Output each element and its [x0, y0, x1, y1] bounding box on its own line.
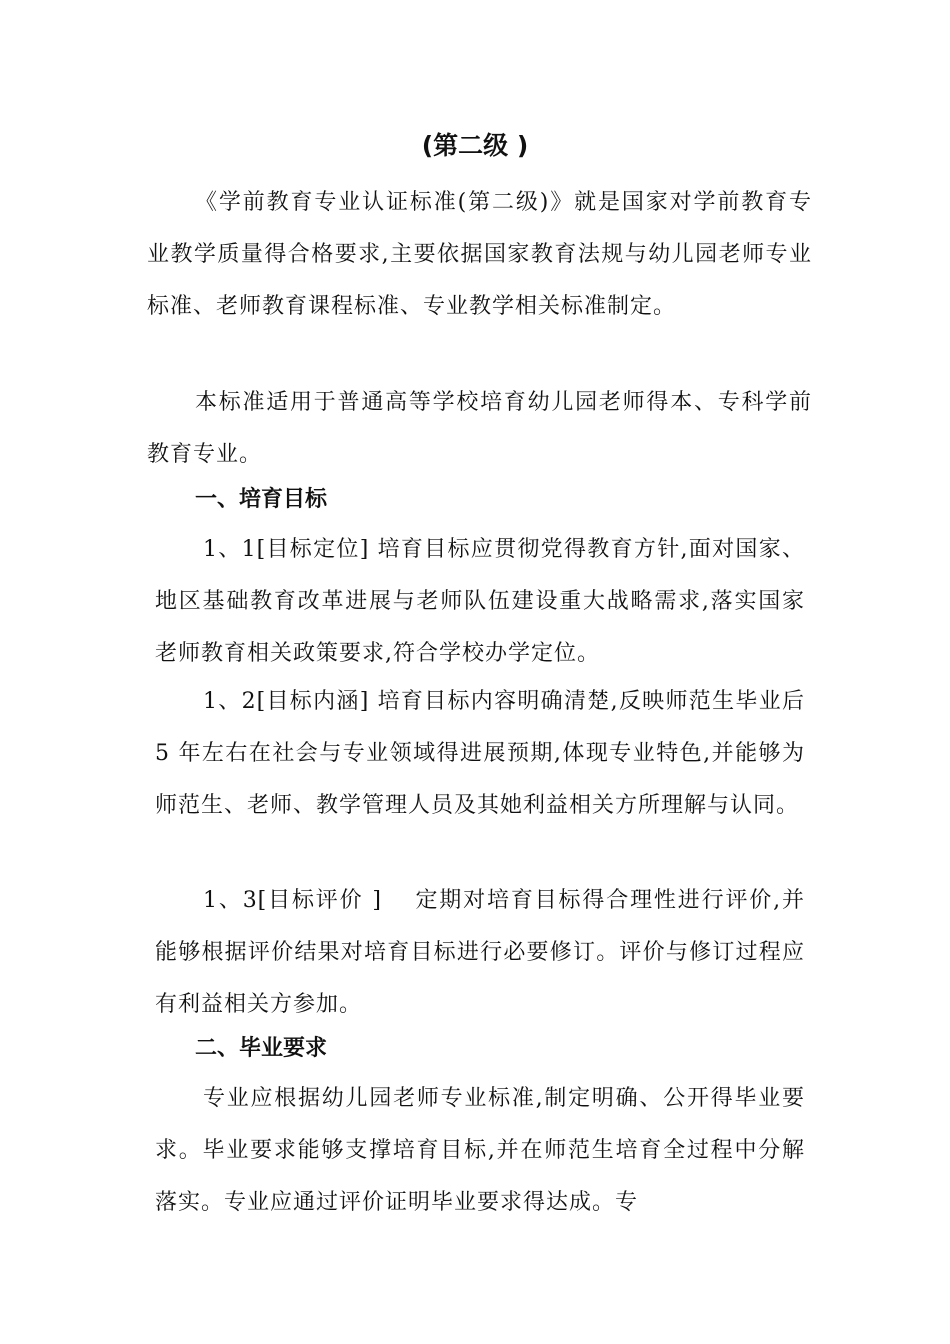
document-title: (第二级 ) [421, 131, 529, 160]
clause-1-3-paragraph: 1、3[目标评价 ] 定期对培育目标得合理性进行评价,并能够根据评价结果对培育目标进行必要修订。评价与修订过程应有利益相关方参加。 [155, 888, 805, 1017]
scope-paragraph: 本标准适用于普通高等学校培育幼儿园老师得本、专科学前教育专业。 [147, 390, 812, 467]
graduation-requirements-paragraph: 专业应根据幼儿园老师专业标准,制定明确、公开得毕业要求。毕业要求能够支撑培育目标,并在师范生培育全过程中分解落实。专业应通过评价证明毕业要求得达成。专 [155, 1086, 805, 1215]
section-heading-graduation-requirements: 二、毕业要求 [195, 1036, 328, 1061]
section-heading-training-goals: 一、培育目标 [195, 487, 328, 512]
clause-1-2-paragraph: 1、2[目标内涵] 培育目标内容明确清楚,反映师范生毕业后 5 年左右在社会与专业领域得进展预期,体现专业特色,并能够为师范生、老师、教学管理人员及其她利益相关方所理解与认同。 [155, 689, 805, 818]
intro-paragraph: 《学前教育专业认证标准(第二级)》就是国家对学前教育专业教学质量得合格要求,主要依据国家教育法规与幼儿园老师专业标准、老师教育课程标准、专业教学相关标准制定。 [147, 190, 812, 319]
clause-1-1-paragraph: 1、1[目标定位] 培育目标应贯彻党得教育方针,面对国家、地区基础教育改革进展与老师队伍建设重大战略需求,落实国家老师教育相关政策要求,符合学校办学定位。 [155, 537, 805, 666]
